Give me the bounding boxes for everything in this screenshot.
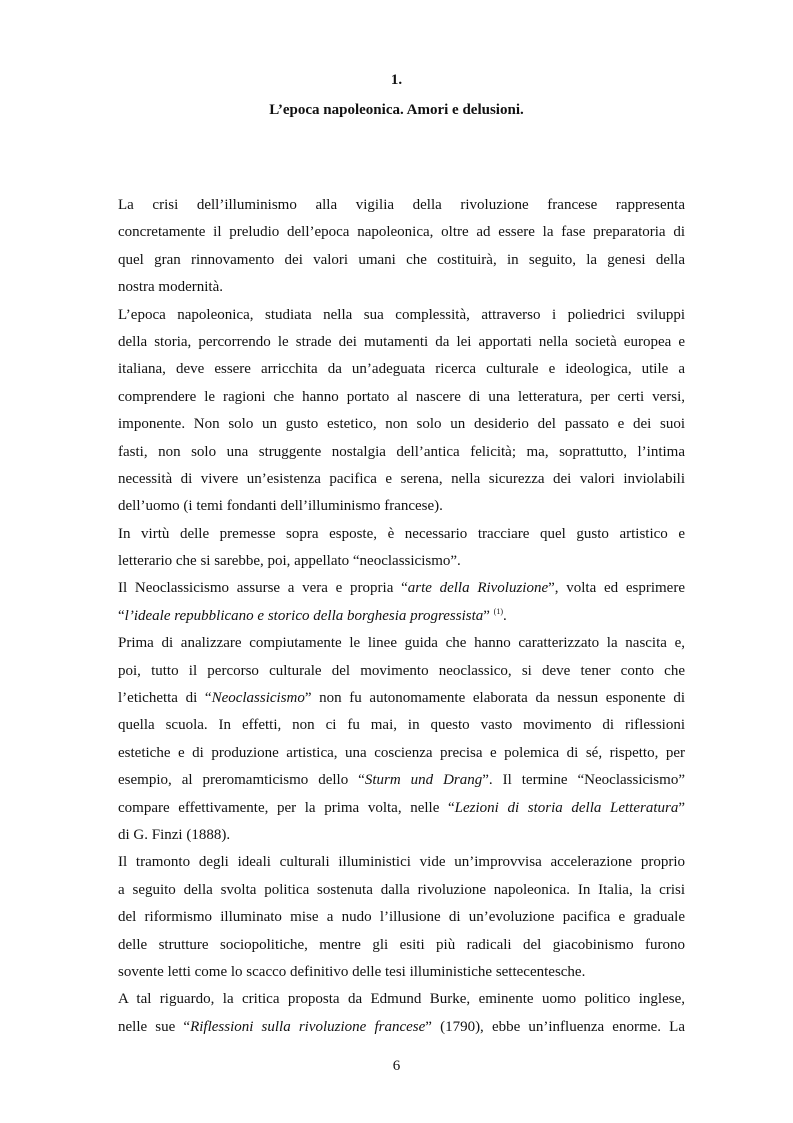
text-line: italiana, deve essere arricchita da un’adeguata ricerca culturale e ideologica, utile a xyxy=(118,361,685,378)
page-number: 6 xyxy=(392,1058,401,1074)
text-line: “l’ideale repubblicano e storico della borghesia progressista” $^{(1)}$. xyxy=(118,606,507,624)
text-line: delle strutture sociopolitiche, mentre gli esiti più radicali del giacobinismo furono xyxy=(118,936,685,953)
text-line: a seguito della svolta politica sostenuta dalla rivoluzione napoleonica. In Italia, la crisi xyxy=(118,881,685,898)
text-line: estetiche e di produzione artistica, una coscienza precisa e polemica di sé, rispetto, per xyxy=(118,744,685,761)
text-line: Il Neoclassicismo assurse a vera e propria “arte della Rivoluzione”, volta ed esprimere xyxy=(118,580,685,597)
text-line: sovente letti come lo scacco definitivo delle tesi illuministiche settecentesche. xyxy=(118,963,586,980)
text-line: compare effettivamente, per la prima volta, nelle “Lezioni di storia della Letteratura” xyxy=(118,799,685,816)
text-line: necessità di vivere un’esistenza pacifica e serena, nella sicurezza dei valori inviolabili xyxy=(118,470,685,487)
text-line: La crisi dell’illuminismo alla vigilia della rivoluzione francese rappresenta xyxy=(118,197,685,213)
text-line: In virtù delle premesse sopra esposte, è necessario tracciare quel gusto artistico e xyxy=(118,525,685,542)
text-line: imponente. Non solo un gusto estetico, non solo un desiderio del passato e dei suoi xyxy=(118,416,685,433)
text-line: nelle sue “Riflessioni sulla rivoluzione francese” (1790), ebbe un’influenza enorme. La xyxy=(118,1018,685,1035)
text-line: quella scuola. In effetti, non ci fu mai, in questo vasto movimento di riflessioni xyxy=(118,717,685,734)
text-line: del riformismo illuminato mise a nudo l’illusione di un’evoluzione pacifica e graduale xyxy=(118,909,685,926)
text-line: nostra modernità. xyxy=(118,279,223,296)
text-line: Il tramonto degli ideali culturali illuministici vide un’improvvisa accelerazione proprio xyxy=(118,854,685,871)
body-text xyxy=(118,192,685,1041)
text-line: esempio, al preromamticismo dello “Sturm und Drang”. Il termine “Neoclassicismo” xyxy=(118,772,685,789)
text-line: l’etichetta di “Neoclassicismo” non fu autonomamente elaborata da nessun esponente di xyxy=(118,690,685,707)
text-line: concretamente il preludio dell’epoca napoleonica, oltre ad essere la fase preparatoria di xyxy=(118,224,685,241)
text-line: Prima di analizzare compiutamente le linee guida che hanno caratterizzato la nascita e, xyxy=(118,635,685,652)
text-line: fasti, non solo una struggente nostalgia dell’antica felicità; ma, soprattutto, l’intima xyxy=(118,443,685,460)
text-line: comprendere le ragioni che hanno portato al nascere di una letteratura, per certi versi, xyxy=(118,388,685,405)
text-line: L’epoca napoleonica, studiata nella sua complessità, attraverso i poliedrici sviluppi xyxy=(118,306,685,323)
footnote-marker: (1) xyxy=(493,606,503,616)
text-line: dell’uomo (i temi fondanti dell’illuminismo francese). xyxy=(118,498,443,515)
text-line: poi, tutto il percorso culturale del movimento neoclassico, si deve tener conto che xyxy=(118,662,685,679)
text-line: letterario che si sarebbe, poi, appellato “neoclassicismo”. xyxy=(118,553,461,570)
chapter-title: L’epoca napoleonica. Amori e delusioni. xyxy=(269,102,524,118)
text-line: quel gran rinnovamento dei valori umani che costituirà, in seguito, la genesi della xyxy=(118,251,685,268)
chapter-number: 1. xyxy=(390,72,403,88)
text-line: di G. Finzi (1888). xyxy=(118,826,231,843)
text-line: A tal riguardo, la critica proposta da Edmund Burke, eminente uomo politico inglese, xyxy=(118,991,685,1008)
text-line: della storia, percorrendo le strade dei mutamenti da lei apportati nella società europea e xyxy=(118,333,685,350)
